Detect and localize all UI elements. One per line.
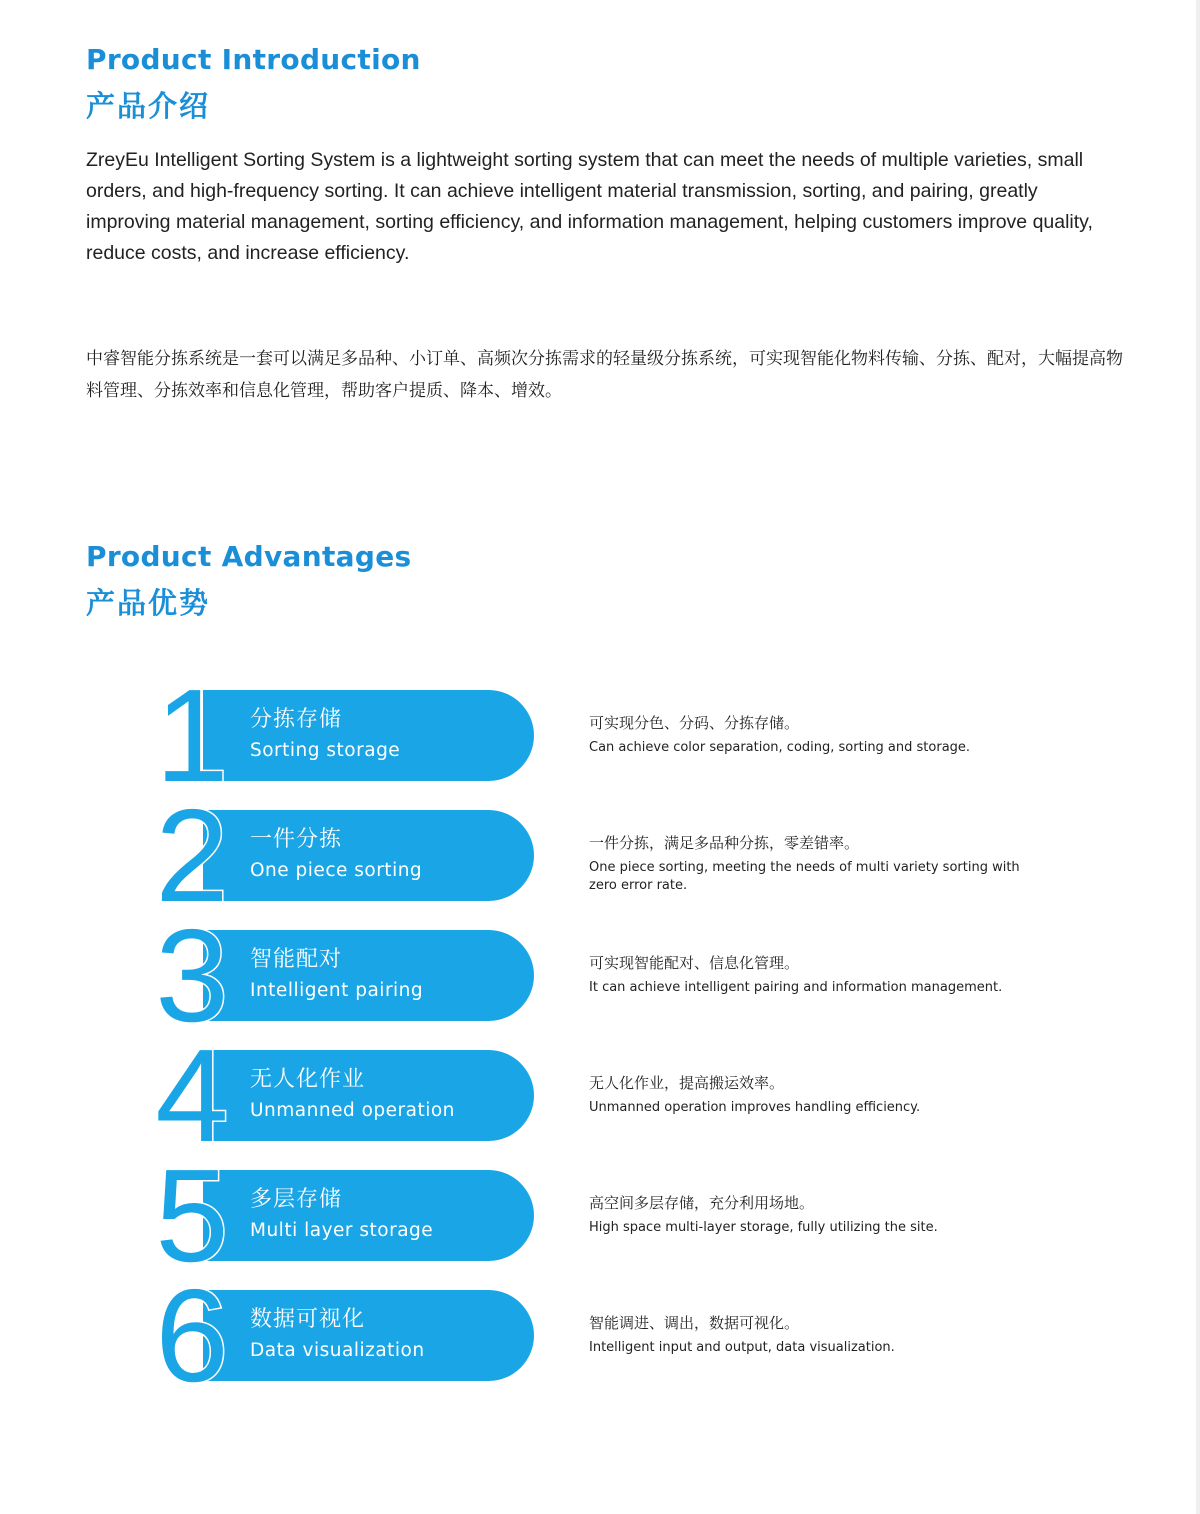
intro-title-en: Product Introduction [86,43,421,76]
advantage-pill [203,810,534,901]
advantage-pill [203,1050,534,1141]
advantage-desc-en: Unmanned operation improves handling efficiency. [589,1100,921,1115]
advantage-desc-zh: 一件分拣，满足多品种分拣，零差错率。 [589,834,860,852]
advantage-pill [203,690,534,781]
advantage-title-zh: 智能配对 [250,947,343,972]
advantage-desc-en: Can achieve color separation, coding, sorting and storage. [589,740,971,755]
advantage-desc-zh: 高空间多层存储，充分利用场地。 [589,1194,815,1212]
advantage-desc-en: Intelligent input and output, data visualization. [589,1340,895,1355]
advantage-item-4 [0,1022,1200,1169]
advantage-title-en: Multi layer storage [250,1220,434,1241]
advantage-desc-zh: 无人化作业，提高搬运效率。 [589,1074,785,1092]
advantage-number: 6 [155,1262,229,1409]
advantage-desc-en: High space multi-layer storage, fully utilizing the site. [589,1220,938,1235]
advantage-title-zh: 数据可视化 [250,1307,366,1332]
advantage-pill [203,1170,534,1261]
intro-title-zh: 产品介绍 [86,89,211,123]
advantage-item-1 [0,662,1200,809]
advantage-title-zh: 无人化作业 [250,1067,366,1092]
advantage-title-en: One piece sorting [250,860,423,881]
advantage-number: 5 [155,1142,229,1289]
advantage-desc-zh: 可实现分色、分码、分拣存储。 [589,714,800,732]
advantage-pill [203,1290,534,1381]
intro-text-en: ZreyEu Intelligent Sorting System is a lightweight sorting system that can meet the needs of multiple varieties, small orders, and high-frequency sorting. It can achieve intelligent material transmission, sorting, and pairing, greatly improving material management, sorting efficiency, and information management, helping customers improve quality, reduce costs, and increase efficiency. [86,149,1093,264]
intro-text-zh: 中睿智能分拣系统是一套可以满足多品种、小订单、高频次分拣需求的轻量级分拣系统，可实现智能化物料传输、分拣、配对，大幅提高物料管理、分拣效率和信息化管理，帮助客户提质、降本、增效。 [86,349,1123,401]
advantage-title-en: Intelligent pairing [250,980,424,1001]
advantage-item-2 [0,782,1200,929]
advantage-title-en: Sorting storage [250,740,401,761]
advantage-number: 1 [155,662,229,809]
advantage-title-zh: 多层存储 [250,1187,343,1212]
advantage-title-en: Unmanned operation [250,1100,455,1121]
advantage-number: 3 [155,902,229,1049]
advantage-title-zh: 分拣存储 [250,707,343,732]
advantage-number: 2 [155,782,229,929]
advantage-desc-en: It can achieve intelligent pairing and information management. [589,980,1003,995]
advantage-title-en: Data visualization [250,1340,425,1361]
advantage-desc-en: One piece sorting, meeting the needs of multi variety sorting with zero error rate. [589,860,1020,893]
advantage-desc-zh: 可实现智能配对、信息化管理。 [589,954,800,972]
advantages-title-en: Product Advantages [86,540,412,573]
advantages-title-zh: 产品优势 [86,586,211,620]
advantage-pill [203,930,534,1021]
advantage-item-5 [0,1142,1200,1289]
advantage-item-6 [0,1262,1200,1409]
advantage-desc-zh: 智能调进、调出，数据可视化。 [589,1314,800,1332]
advantage-number: 4 [155,1022,229,1169]
advantage-title-zh: 一件分拣 [250,827,343,852]
advantage-item-3 [0,902,1200,1049]
